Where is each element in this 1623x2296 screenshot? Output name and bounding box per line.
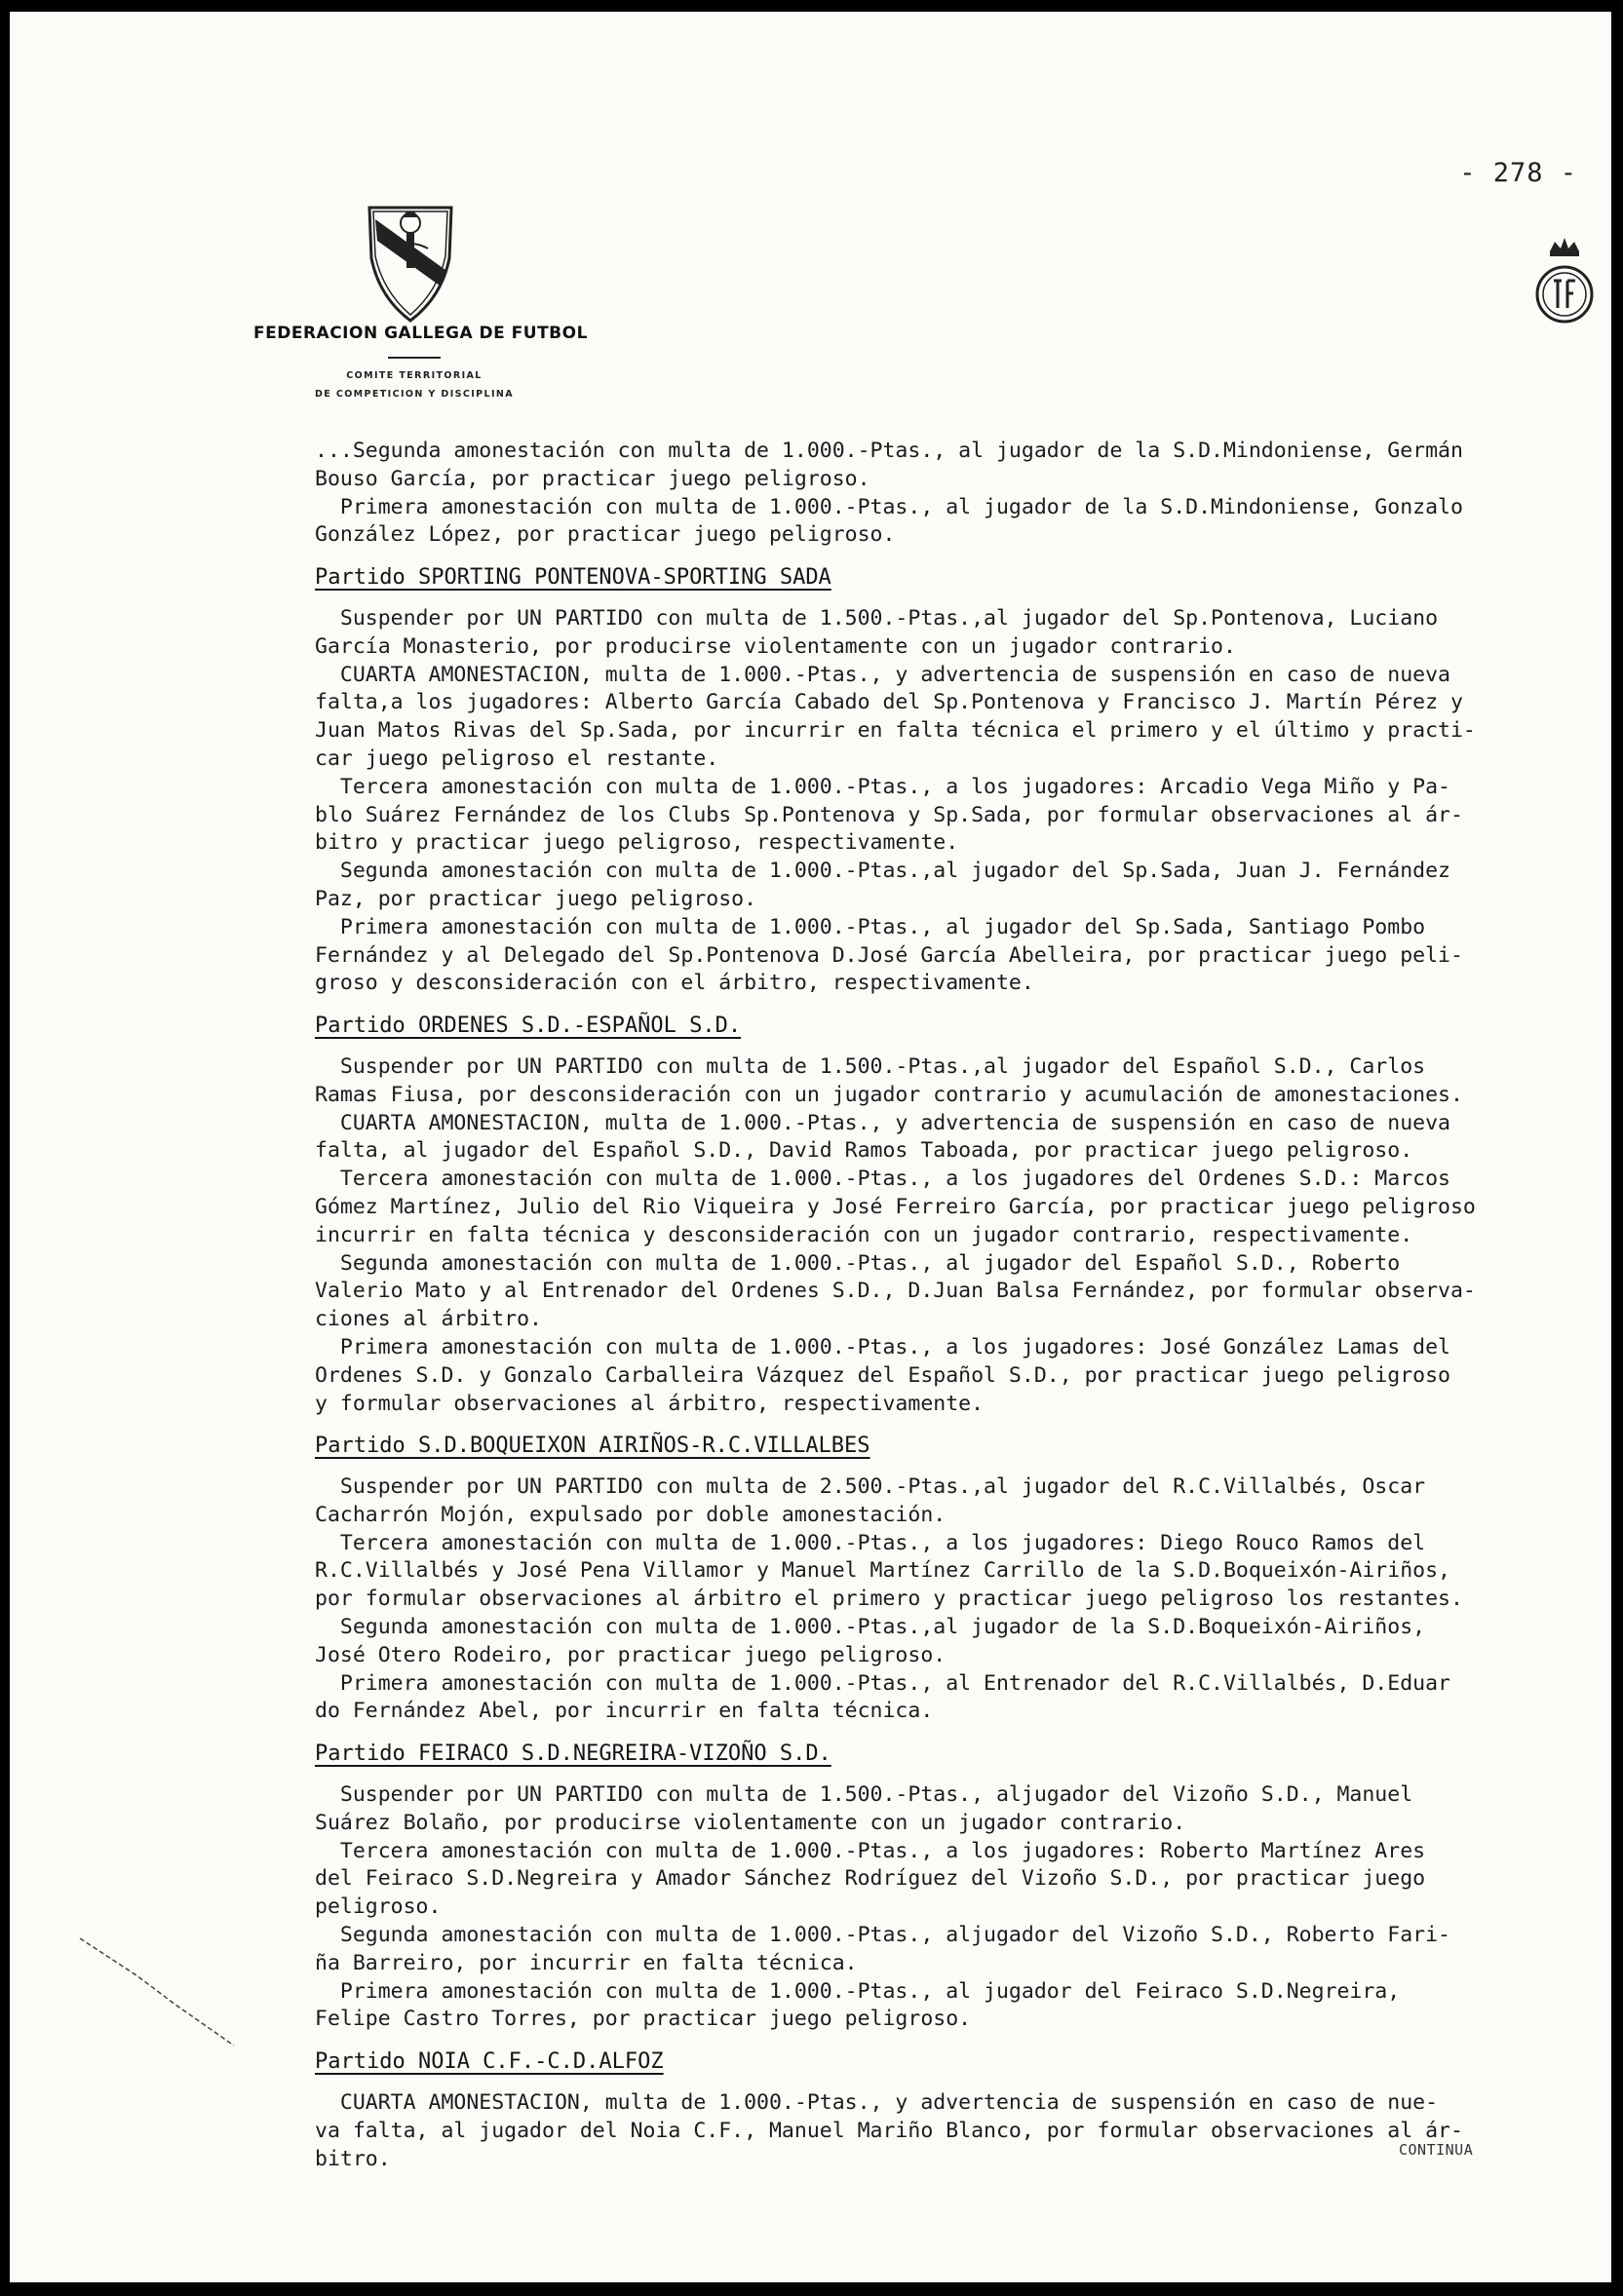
text-line: falta, al jugador del Español S.D., David Ramos Taboada, por practicar juego peligroso.: [315, 1138, 1413, 1164]
resolution-body: [315, 438, 1592, 2173]
text-line: por formular observaciones al árbitro el primero y practicar juego peligroso los restantes.: [315, 1587, 1463, 1612]
text-line: Ramas Fiusa, por desconsideración con un jugador contrario y acumulación de amonestaciones.: [315, 1082, 1463, 1107]
committee-line-1: COMITE TERRITORIAL: [346, 370, 483, 381]
text-line: Segunda amonestación con multa de 1.000.-Ptas., al jugador del Español S.D., Roberto: [315, 1250, 1401, 1276]
match-block: [315, 1433, 1592, 1726]
page-number: - 278 -: [1459, 158, 1577, 188]
text-line: Segunda amonestación con multa de 1.000.-Ptas.,al jugador del Sp.Sada, Juan J. Fernández: [315, 859, 1450, 884]
committee-line-2: DE COMPETICION Y DISCIPLINA: [314, 389, 515, 400]
federation-letterhead: [253, 324, 588, 403]
text-line: Bouso García, por practicar juego peligroso.: [315, 466, 870, 491]
match-block: [315, 564, 1592, 998]
text-line: y formular observaciones al árbitro, respectivamente.: [315, 1391, 985, 1416]
text-line: Tercera amonestación con multa de 1.000.-Ptas., a los jugadores del Ordenes S.D.: Marcos: [315, 1167, 1450, 1192]
federation-crest-icon: [364, 200, 457, 325]
text-line: Primera amonestación con multa de 1.000.-Ptas., al jugador de la S.D.Mindoniense, Gonzalo: [315, 494, 1463, 519]
text-line: Cacharrón Mojón, expulsado por doble amonestación.: [315, 1502, 947, 1527]
text-line: ...Segunda amonestación con multa de 1.000.-Ptas., al jugador de la S.D.Mindoniense, Germán: [315, 439, 1463, 463]
text-line: Paz, por practicar juego peligroso.: [315, 886, 757, 911]
text-line: Primera amonestación con multa de 1.000.-Ptas., a los jugadores: José González Lamas del: [315, 1334, 1450, 1359]
text-line: ña Barreiro, por incurrir en falta técnica.: [315, 1950, 858, 1975]
text-line: Tercera amonestación con multa de 1.000.-Ptas., a los jugadores: Arcadio Vega Miño y Pa-: [315, 774, 1450, 799]
text-line: Valerio Mato y al Entrenador del Ordenes S.D., D.Juan Balsa Fernández, por formular observa-: [315, 1279, 1476, 1304]
text-line: R.C.Villalbés y José Pena Villamor y Manuel Martínez Carrillo de la S.D.Boqueixón-Airiños,: [315, 1558, 1450, 1584]
match-block: [315, 1741, 1592, 2034]
text-line: CUARTA AMONESTACION, multa de 1.000.-Ptas., y advertencia de suspensión en caso de nueva: [315, 1110, 1450, 1135]
document-page: [10, 12, 1611, 2282]
text-line: Suárez Bolaño, por producirse violentamente con un jugador contrario.: [315, 1810, 1186, 1835]
text-line: Tercera amonestación con multa de 1.000.-Ptas., a los jugadores: Roberto Martínez Ares: [315, 1838, 1426, 1863]
text-line: Primera amonestación con multa de 1.000.-Ptas., al jugador del Sp.Sada, Santiago Pombo: [315, 914, 1426, 939]
text-line: Segunda amonestación con multa de 1.000.-Ptas.,al jugador de la S.D.Boqueixón-Airiños,: [315, 1615, 1426, 1640]
text-line: CUARTA AMONESTACION, multa de 1.000.-Ptas., y advertencia de suspensión en caso de nueva: [315, 662, 1450, 687]
text-line: va falta, al jugador del Noia C.F., Manuel Mariño Blanco, por formular observaciones al ár-: [315, 2118, 1463, 2143]
match-heading: Partido NOIA C.F.-C.D.ALFOZ: [315, 2049, 664, 2075]
text-line: González López, por practicar juego peligroso.: [315, 522, 896, 548]
text-line: Primera amonestación con multa de 1.000.-Ptas., al Entrenador del R.C.Villalbés, D.Eduar: [315, 1670, 1450, 1696]
intro-block: [315, 438, 1592, 550]
text-line: Primera amonestación con multa de 1.000.-Ptas., al jugador del Feiraco S.D.Negreira,: [315, 1978, 1401, 2004]
text-line: do Fernández Abel, por incurrir en falta técnica.: [315, 1699, 934, 1724]
text-line: peligroso.: [315, 1894, 442, 1920]
text-line: groso y desconsideración con el árbitro, respectivamente.: [315, 971, 1034, 996]
match-heading: Partido ORDENES S.D.-ESPAÑOL S.D.: [315, 1014, 742, 1039]
match-block: [315, 1013, 1592, 1418]
text-line: bitro y practicar juego peligroso, respectivamente.: [315, 830, 959, 856]
text-line: Juan Matos Rivas del Sp.Sada, por incurrir en falta técnica el primero y el último y practi-: [315, 718, 1476, 744]
rfef-emblem-icon: [1530, 232, 1599, 329]
text-line: Suspender por UN PARTIDO con multa de 1.500.-Ptas.,al jugador del Sp.Pontenova, Luciano: [315, 605, 1439, 631]
text-line: Suspender por UN PARTIDO con multa de 2.500.-Ptas.,al jugador del R.C.Villalbés, Oscar: [315, 1474, 1426, 1500]
text-line: Felipe Castro Torres, por practicar juego peligroso.: [315, 2007, 972, 2032]
text-line: Tercera amonestación con multa de 1.000.-Ptas., a los jugadores: Diego Rouco Ramos del: [315, 1530, 1426, 1555]
text-line: bitro.: [315, 2146, 391, 2171]
match-heading: Partido SPORTING PONTENOVA-SPORTING SADA: [315, 565, 831, 591]
text-line: blo Suárez Fernández de los Clubs Sp.Pontenova y Sp.Sada, por formular observaciones al ár-: [315, 802, 1463, 827]
text-line: Gómez Martínez, Julio del Rio Viqueira y José Ferreiro García, por practicar juego peligroso: [315, 1194, 1476, 1219]
text-line: José Otero Rodeiro, por practicar juego peligroso.: [315, 1642, 947, 1667]
text-line: Suspender por UN PARTIDO con multa de 1.500.-Ptas., aljugador del Vizoño S.D., Manuel: [315, 1782, 1413, 1808]
text-line: car juego peligroso el restante.: [315, 746, 719, 771]
text-line: Segunda amonestación con multa de 1.000.-Ptas., aljugador del Vizoño S.D., Roberto Fari-: [315, 1923, 1450, 1948]
match-heading: Partido FEIRACO S.D.NEGREIRA-VIZOÑO S.D.: [315, 1741, 831, 1767]
scan-stray-mark: [78, 1936, 244, 2053]
letterhead-divider: [388, 357, 441, 359]
text-line: Fernández y al Delegado del Sp.Pontenova D.José García Abelleira, por practicar juego peli-: [315, 942, 1463, 968]
match-heading: Partido S.D.BOQUEIXON AIRIÑOS-R.C.VILLALBES: [315, 1434, 870, 1459]
text-line: Suspender por UN PARTIDO con multa de 1.500.-Ptas.,al jugador del Español S.D., Carlos: [315, 1053, 1426, 1079]
text-line: García Monasterio, por producirse violentamente con un jugador contrario.: [315, 633, 1236, 659]
federation-name: FEDERACION GALLEGA DE FUTBOL: [253, 324, 588, 343]
text-line: CUARTA AMONESTACION, multa de 1.000.-Ptas., y advertencia de suspensión en caso de nue-: [315, 2090, 1439, 2116]
text-line: falta,a los jugadores: Alberto García Cabado del Sp.Pontenova y Francisco J. Martín Pérez y: [315, 690, 1463, 715]
text-line: incurrir en falta técnica y desconsideración con un jugador contrario, respectivamente.: [315, 1222, 1413, 1247]
continued-note: CONTINUA: [1399, 2141, 1474, 2159]
text-line: ciones al árbitro.: [315, 1307, 542, 1332]
text-line: Ordenes S.D. y Gonzalo Carballeira Vázquez del Español S.D., por practicar juego peligroso: [315, 1362, 1450, 1388]
text-line: del Feiraco S.D.Negreira y Amador Sánchez Rodríguez del Vizoño S.D., por practicar juego: [315, 1866, 1426, 1892]
